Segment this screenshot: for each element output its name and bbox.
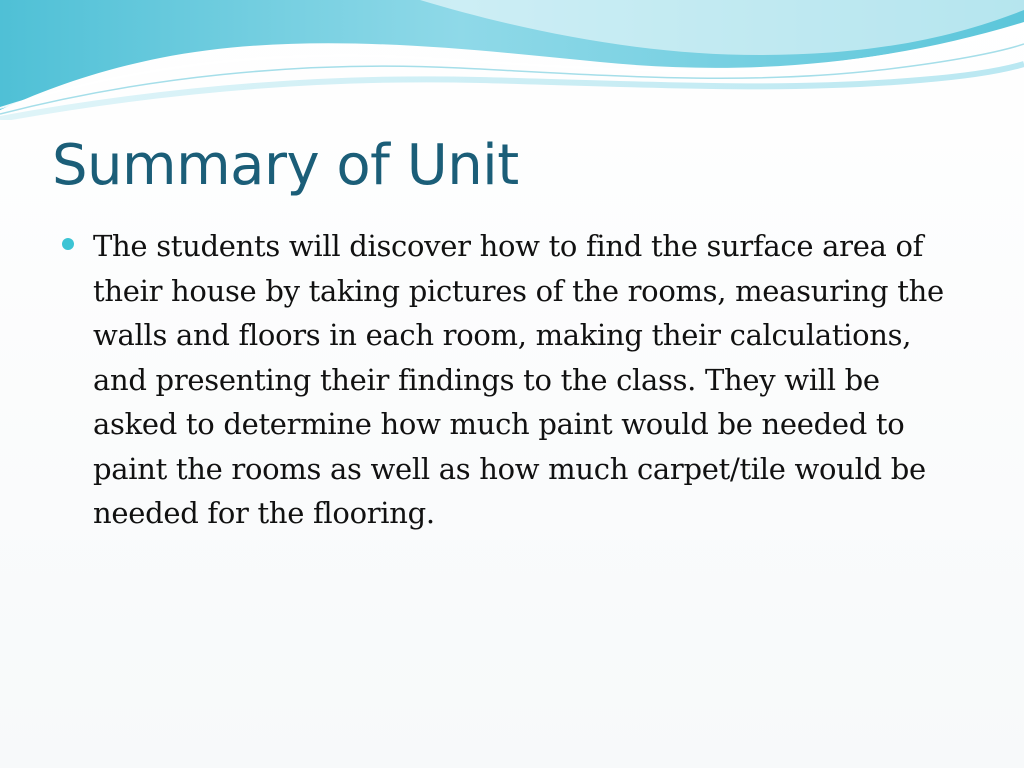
bullet-dot-icon [62, 238, 74, 250]
slide-title: Summary of Unit [52, 133, 519, 198]
bullet-item [62, 224, 972, 536]
bullet-text: The students will discover how to find the surface area of their house by taking pictures of the rooms, measuring the walls and floors in each room, making their calculations, and presenting their findings to the class. They will be asked to determine how much paint would be needed to paint the rooms as well as how much carpet/tile would be needed for the flooring. [93, 229, 944, 530]
slide-body [62, 224, 972, 536]
wave-band [0, 64, 1024, 119]
wave-header-decoration [0, 0, 1024, 120]
